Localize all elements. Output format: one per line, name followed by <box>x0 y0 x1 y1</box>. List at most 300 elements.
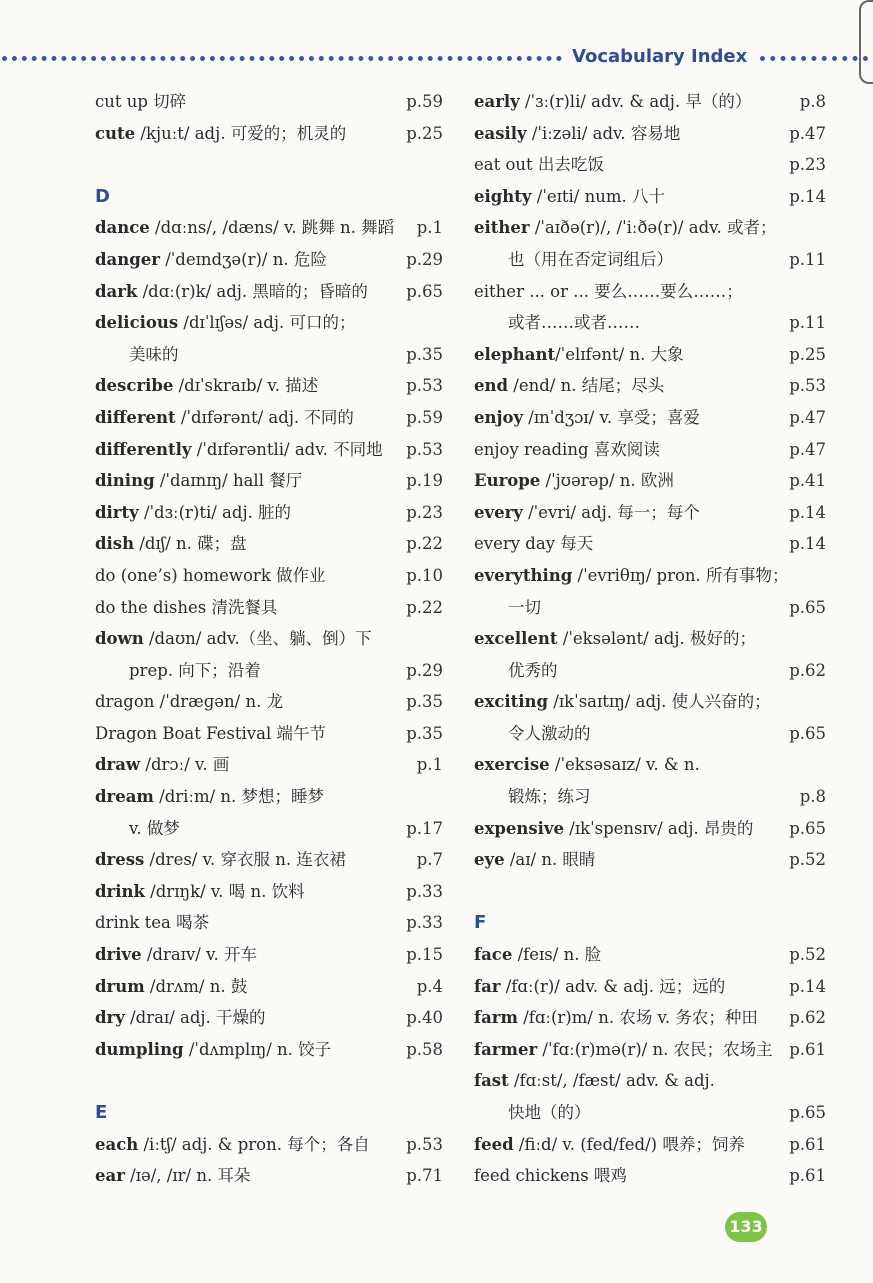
headword: dirty <box>95 502 139 522</box>
entry-text <box>95 528 247 560</box>
entry-text <box>474 370 664 402</box>
vocab-entry <box>474 276 826 308</box>
vocab-entry <box>95 212 443 244</box>
headword: eighty <box>474 186 532 206</box>
page-reference: p.11 <box>789 313 826 333</box>
entry-text <box>474 402 700 434</box>
vocab-entry <box>95 749 443 781</box>
headword: elephant <box>474 344 556 364</box>
entry-continuation <box>474 592 826 624</box>
vocab-entry <box>95 276 443 308</box>
headword: different <box>95 407 176 427</box>
entry-text <box>95 781 324 813</box>
page-reference: p.61 <box>789 1166 826 1186</box>
headword: either <box>474 218 530 238</box>
definition: 令人激动的 <box>508 723 591 743</box>
definition: cut up 切碎 <box>95 92 187 111</box>
definition: /ɪə/, /ɪr/ n. 耳朵 <box>124 1166 251 1186</box>
vocab-entry <box>474 149 826 181</box>
entry-continuation <box>95 813 443 845</box>
definition: /fiːd/ v. (fed/fed/) 喂养；饲养 <box>513 1134 745 1154</box>
headword: differently <box>95 439 192 459</box>
page-reference: p.14 <box>789 976 826 996</box>
entry-continuation <box>474 244 826 276</box>
definition: /driːm/ n. 梦想；睡梦 <box>153 787 325 807</box>
definition: 也（用在否定词组后） <box>508 249 673 269</box>
vocab-entry <box>95 528 443 560</box>
entry-continuation <box>474 655 826 687</box>
headword: draw <box>95 755 141 775</box>
vocab-entry <box>95 465 443 497</box>
entry-text <box>95 939 257 971</box>
section-title: Vocabulary Index <box>572 46 748 67</box>
page-reference: p.35 <box>406 344 443 364</box>
vocab-entry <box>474 1034 826 1066</box>
headword: fast <box>474 1071 509 1091</box>
entry-text <box>474 813 753 845</box>
entry-text <box>474 118 680 150</box>
vocab-entry <box>95 118 443 150</box>
page-reference: p.62 <box>789 1008 826 1028</box>
definition: /ˈeksəsaɪz/ v. & n. <box>549 755 700 775</box>
page-reference: p.19 <box>406 471 443 491</box>
headword: drink <box>95 881 145 901</box>
headword: Europe <box>474 471 541 491</box>
vocab-entry <box>95 497 443 529</box>
headword: down <box>95 629 144 649</box>
blank-line <box>474 876 826 908</box>
entry-text <box>129 655 261 687</box>
entry-text <box>474 1002 758 1034</box>
definition: /ˈdeɪndʒə(r)/ n. 危险 <box>159 249 327 269</box>
entry-text <box>95 907 209 939</box>
headword: excellent <box>474 629 558 649</box>
definition: dragon /ˈdræɡən/ n. 龙 <box>95 692 284 712</box>
vocab-entry <box>95 623 443 655</box>
vocab-entry <box>474 212 826 244</box>
definition: /ˈeɪti/ num. 八十 <box>531 186 665 206</box>
page-reference: p.65 <box>789 1103 826 1122</box>
entry-continuation <box>474 718 826 750</box>
definition: /ˈelɪfənt/ n. 大象 <box>555 344 684 364</box>
entry-text <box>474 971 725 1003</box>
definition: /dres/ v. 穿衣服 n. 连衣裙 <box>144 850 346 870</box>
headword: enjoy <box>474 407 524 427</box>
page-reference: p.25 <box>789 344 826 364</box>
vocab-entry <box>474 434 826 466</box>
definition: /ˈiːzəli/ adv. 容易地 <box>526 123 681 143</box>
vocab-entry <box>474 497 826 529</box>
entry-text <box>95 1002 266 1034</box>
page-reference: p.17 <box>406 818 443 838</box>
vocab-entry <box>95 1160 443 1192</box>
definition: either ... or ... 要么……要么……； <box>474 281 743 301</box>
entry-text <box>508 592 541 624</box>
headword: dining <box>95 471 155 491</box>
entry-text <box>474 623 756 655</box>
vocab-entry <box>474 813 826 845</box>
page-reference: p.8 <box>799 92 826 111</box>
headword: dish <box>95 534 135 554</box>
entry-text <box>474 1034 773 1066</box>
headword: far <box>474 976 501 996</box>
headword: early <box>474 92 520 111</box>
entry-text <box>95 244 327 276</box>
page-reference: p.47 <box>789 439 826 459</box>
definition: eat out 出去吃饭 <box>474 155 604 175</box>
definition: enjoy reading 喜欢阅读 <box>474 439 660 459</box>
entry-text <box>474 86 751 118</box>
page-reference: p.53 <box>406 1134 443 1154</box>
headword: exciting <box>474 692 549 712</box>
entry-text <box>95 86 186 118</box>
letter-heading: F <box>474 912 487 934</box>
definition: /ˈfɑː(r)mə(r)/ n. 农民；农场主 <box>537 1039 773 1059</box>
definition: /ˈaɪðə(r)/, /ˈiːðə(r)/ adv. 或者； <box>529 218 777 238</box>
left-column <box>95 86 443 1192</box>
page-reference: p.11 <box>789 249 826 269</box>
vocab-entry <box>474 1065 826 1097</box>
definition: Dragon Boat Festival 端午节 <box>95 723 326 743</box>
entry-text <box>95 876 305 908</box>
definition: 美味的 <box>129 344 179 364</box>
vocab-entry <box>474 844 826 876</box>
vocab-entry <box>95 907 443 939</box>
vocab-entry <box>95 244 443 276</box>
page-reference: p.52 <box>789 850 826 870</box>
vocab-entry <box>95 1129 443 1161</box>
page-reference: p.22 <box>406 597 443 617</box>
definition: /ɪnˈdʒɔɪ/ v. 享受；喜爱 <box>523 407 700 427</box>
page-reference: p.22 <box>406 534 443 554</box>
page-reference: p.14 <box>789 534 826 554</box>
page-reference: p.65 <box>789 818 826 838</box>
definition: do the dishes 清洗餐具 <box>95 597 278 617</box>
headword: farmer <box>474 1039 538 1059</box>
entry-text <box>508 244 673 276</box>
definition: /dɑː(r)k/ adj. 黑暗的；昏暗的 <box>137 281 368 301</box>
vocab-entry <box>474 1002 826 1034</box>
vocab-entry <box>474 465 826 497</box>
definition: /kjuːt/ adj. 可爱的；机灵的 <box>135 123 347 143</box>
vocab-entry <box>474 623 826 655</box>
vocab-entry <box>95 1002 443 1034</box>
vocab-entry <box>95 592 443 624</box>
vocab-entry <box>474 181 826 213</box>
definition: /feɪs/ n. 脸 <box>512 945 602 965</box>
definition: /ˈdɪfərənt/ adj. 不同的 <box>175 407 354 427</box>
definition: /ˈevri/ adj. 每一；每个 <box>522 502 700 522</box>
entry-text <box>474 1160 627 1192</box>
entry-text <box>474 434 660 466</box>
headword: dance <box>95 218 150 238</box>
definition: /daʊn/ adv.（坐、躺、倒）下 <box>143 629 372 649</box>
vocab-entry <box>474 939 826 971</box>
page-reference: p.33 <box>406 913 443 933</box>
headword: end <box>474 376 509 396</box>
headword: easily <box>474 123 527 143</box>
definition: /dɪʃ/ n. 碟；盘 <box>134 534 247 554</box>
page-reference: p.14 <box>789 186 826 206</box>
page-reference: p.15 <box>406 945 443 965</box>
entry-continuation <box>95 655 443 687</box>
definition: /ˈevriθɪŋ/ pron. 所有事物； <box>572 565 789 585</box>
definition: /draɪv/ v. 开车 <box>141 945 257 965</box>
headword: danger <box>95 249 160 269</box>
vocab-entry <box>95 307 443 339</box>
entry-text <box>95 370 318 402</box>
definition: /ˈjʊərəp/ n. 欧洲 <box>540 471 674 491</box>
page-reference: p.53 <box>406 439 443 459</box>
vocab-entry <box>474 402 826 434</box>
headword: feed <box>474 1134 514 1154</box>
headword: farm <box>474 1008 518 1028</box>
entry-text <box>95 592 277 624</box>
header-dots-left <box>2 56 562 61</box>
definition: /ˈɜː(r)li/ adv. & adj. 早（的） <box>519 92 752 111</box>
entry-text <box>95 276 368 308</box>
page-reference: p.52 <box>789 945 826 965</box>
entry-text <box>95 1129 370 1161</box>
page-reference: p.7 <box>416 850 443 870</box>
vocab-entry <box>474 86 826 118</box>
page-reference: p.1 <box>416 755 443 775</box>
definition: /ɪkˈsaɪtɪŋ/ adj. 使人兴奋的； <box>548 692 771 712</box>
entry-text <box>508 781 591 813</box>
vocab-entry <box>474 1129 826 1161</box>
page-reference: p.53 <box>406 376 443 396</box>
vocab-entry <box>95 402 443 434</box>
headword: every <box>474 502 523 522</box>
page-reference: p.61 <box>789 1039 826 1059</box>
definition: 优秀的 <box>508 660 558 680</box>
entry-text <box>95 307 355 339</box>
headword: delicious <box>95 313 179 333</box>
entry-text <box>95 402 354 434</box>
vocab-entry <box>95 781 443 813</box>
definition: /drʌm/ n. 鼓 <box>144 976 248 996</box>
definition: /fɑː(r)/ adv. & adj. 远；远的 <box>500 976 726 996</box>
vocab-entry <box>474 339 826 371</box>
letter-heading: D <box>95 185 110 207</box>
definition: /ˈdɜː(r)ti/ adj. 脏的 <box>138 502 292 522</box>
page-reference: p.47 <box>789 123 826 143</box>
headword: drive <box>95 945 142 965</box>
page-reference: p.62 <box>789 660 826 680</box>
headword: exercise <box>474 755 550 775</box>
vocab-entry <box>95 560 443 592</box>
page-corner-tab <box>859 0 873 84</box>
definition: do (one’s) homework 做作业 <box>95 565 326 585</box>
entry-text <box>474 497 700 529</box>
vocab-entry <box>95 971 443 1003</box>
page-reference: p.71 <box>406 1166 443 1186</box>
definition: every day 每天 <box>474 534 594 554</box>
entry-text <box>95 686 283 718</box>
vocab-entry <box>95 1034 443 1066</box>
entry-text <box>474 181 665 213</box>
page-reference: p.65 <box>406 281 443 301</box>
definition: /ˈdɪfərəntli/ adv. 不同地 <box>191 439 383 459</box>
headword: ear <box>95 1166 125 1186</box>
page-reference: p.23 <box>789 155 826 175</box>
page-reference: p.29 <box>406 660 443 680</box>
page-reference: p.53 <box>789 376 826 396</box>
entry-text <box>129 813 180 845</box>
entry-text <box>474 528 593 560</box>
vocab-entry <box>95 86 443 118</box>
definition: /ˈdaɪnɪŋ/ hall 餐厅 <box>154 471 303 491</box>
definition: /ˈeksələnt/ adj. 极好的； <box>557 629 756 649</box>
definition: drink tea 喝茶 <box>95 913 210 933</box>
page-reference: p.41 <box>789 471 826 491</box>
definition: /dɪˈskraɪb/ v. 描述 <box>173 376 319 396</box>
headword: dark <box>95 281 138 301</box>
vocab-entry <box>95 844 443 876</box>
definition: feed chickens 喂鸡 <box>474 1166 627 1186</box>
entry-continuation <box>474 781 826 813</box>
entry-continuation <box>95 339 443 371</box>
vocab-entry <box>95 718 443 750</box>
definition: /fɑː(r)m/ n. 农场 v. 务农；种田 <box>517 1008 758 1028</box>
page-reference: p.59 <box>406 92 443 111</box>
headword: dress <box>95 850 145 870</box>
definition: prep. 向下；沿着 <box>129 660 261 680</box>
entry-text <box>129 339 179 371</box>
vocab-entry <box>95 434 443 466</box>
vocab-entry <box>474 686 826 718</box>
entry-text <box>95 1160 250 1192</box>
entry-text <box>474 1065 715 1097</box>
definition: /draɪ/ adj. 干燥的 <box>124 1008 266 1028</box>
entry-text <box>508 655 558 687</box>
entry-text <box>474 212 777 244</box>
letter-heading: E <box>95 1102 108 1123</box>
entry-text <box>474 560 789 592</box>
definition: 锻炼；练习 <box>508 787 591 807</box>
page-reference: p.65 <box>789 723 826 743</box>
entry-text <box>95 623 372 655</box>
definition: /iːtʃ/ adj. & pron. 每个；各自 <box>138 1134 370 1154</box>
definition: /drɔː/ v. 画 <box>140 755 230 775</box>
entry-text <box>95 749 229 781</box>
definition: 一切 <box>508 597 541 617</box>
headword: dream <box>95 787 154 807</box>
page-reference: p.47 <box>789 407 826 427</box>
vocab-entry <box>474 971 826 1003</box>
page-reference: p.61 <box>789 1134 826 1154</box>
entry-text <box>95 560 326 592</box>
entry-text <box>95 212 394 244</box>
headword: describe <box>95 376 174 396</box>
definition: /ˈdʌmplɪŋ/ n. 饺子 <box>183 1039 332 1059</box>
definition: /end/ n. 结尾；尽头 <box>508 376 665 396</box>
vocab-entry <box>95 686 443 718</box>
entry-text <box>95 465 302 497</box>
headword: dumpling <box>95 1039 184 1059</box>
entry-text <box>95 118 346 150</box>
header-dots-right <box>760 56 868 61</box>
entry-text <box>474 686 771 718</box>
entry-text <box>95 434 383 466</box>
headword: dry <box>95 1008 125 1028</box>
definition: /dɑːns/, /dæns/ v. 跳舞 n. 舞蹈 <box>149 218 395 238</box>
entry-text <box>508 1097 591 1129</box>
entry-text <box>474 749 700 781</box>
headword: drum <box>95 976 145 996</box>
entry-text <box>474 844 595 876</box>
definition: /drɪŋk/ v. 喝 n. 饮料 <box>144 881 305 901</box>
page-reference: p.10 <box>406 565 443 585</box>
entry-text <box>474 465 674 497</box>
entry-text <box>474 276 743 308</box>
definition: v. 做梦 <box>129 818 180 838</box>
headword: face <box>474 945 513 965</box>
headword: everything <box>474 565 573 585</box>
headword: expensive <box>474 818 565 838</box>
page-reference: p.65 <box>789 597 826 617</box>
entry-text <box>474 1129 745 1161</box>
headword: each <box>95 1134 139 1154</box>
page-reference: p.25 <box>406 123 443 143</box>
headword: cute <box>95 123 136 143</box>
entry-continuation <box>474 1097 826 1129</box>
page-reference: p.58 <box>406 1039 443 1059</box>
page-reference: p.8 <box>799 787 826 807</box>
page-number-badge: 133 <box>725 1212 767 1242</box>
page-reference: p.29 <box>406 249 443 269</box>
vocab-entry <box>474 749 826 781</box>
blank-line <box>95 1065 443 1097</box>
page-reference: p.40 <box>406 1008 443 1028</box>
page-reference: p.35 <box>406 692 443 712</box>
entry-text <box>95 718 326 750</box>
page-reference: p.4 <box>416 976 443 996</box>
vocab-entry <box>95 939 443 971</box>
page-header <box>0 44 873 74</box>
vocab-entry <box>95 370 443 402</box>
page-reference: p.33 <box>406 881 443 901</box>
vocab-entry <box>95 876 443 908</box>
entry-text <box>95 497 291 529</box>
page-reference: p.59 <box>406 407 443 427</box>
vocab-entry <box>474 118 826 150</box>
definition: /aɪ/ n. 眼睛 <box>504 850 596 870</box>
entry-text <box>95 1034 331 1066</box>
definition: /fɑːst/, /fæst/ adv. & adj. <box>508 1071 715 1091</box>
definition: 快地（的） <box>508 1103 591 1122</box>
entry-continuation <box>474 307 826 339</box>
headword: eye <box>474 850 505 870</box>
entry-text <box>508 718 591 750</box>
entry-text <box>508 307 640 339</box>
page-reference: p.14 <box>789 502 826 522</box>
entry-text <box>95 844 346 876</box>
entry-text <box>474 939 601 971</box>
page-reference: p.35 <box>406 723 443 743</box>
page-reference: p.1 <box>416 218 443 238</box>
vocab-entry <box>474 528 826 560</box>
definition: /ɪkˈspensɪv/ adj. 昂贵的 <box>564 818 754 838</box>
definition: 或者……或者…… <box>508 313 640 333</box>
right-column <box>474 86 826 1192</box>
entry-text <box>474 149 604 181</box>
definition: /dɪˈlɪʃəs/ adj. 可口的； <box>178 313 356 333</box>
blank-line <box>95 149 443 181</box>
page-reference: p.23 <box>406 502 443 522</box>
entry-text <box>474 339 684 371</box>
vocab-entry <box>474 370 826 402</box>
